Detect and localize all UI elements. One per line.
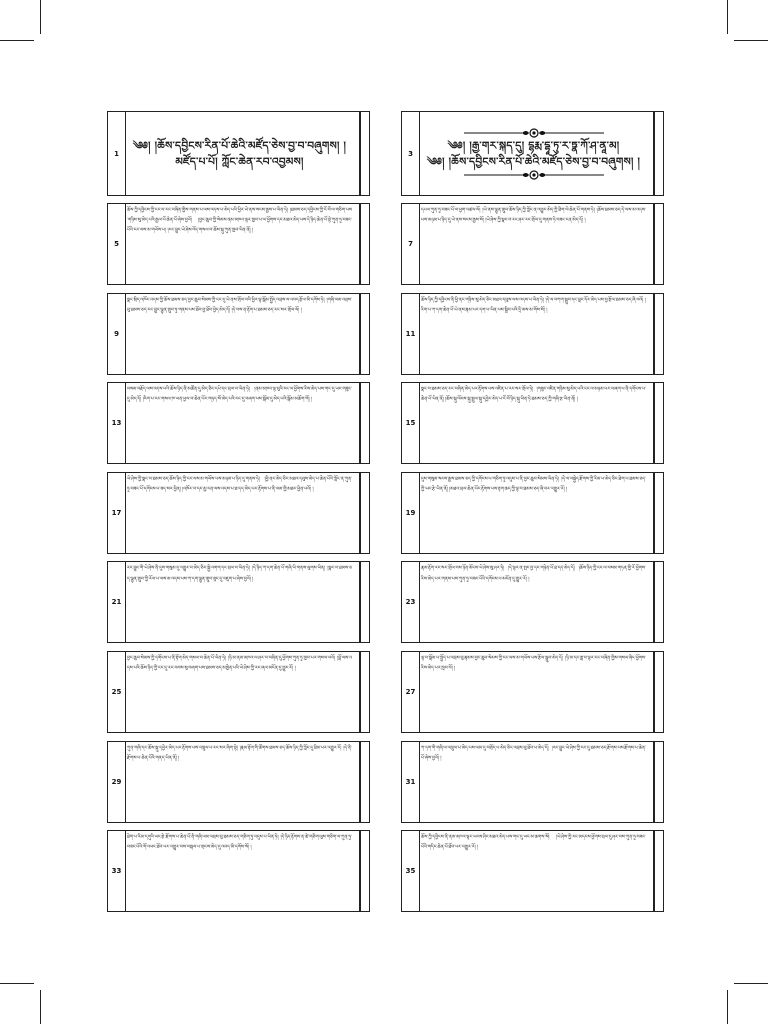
panel-number: 3 — [402, 112, 420, 195]
panel-text: སྣང་བ་ཐམས་ཅད་རང་བཞིན་མེད་པར་རྟོགས་པས་འཛིན་པ་རང་སར་གྲོལ་ཏེ། །གཟུང་འཛིན་གཉིས་སུ་མེད་པའི་ངང་ལ་མཉམ་པར་བཞག་པ་ནི་དགོངས་པ་ཆེན་པོ་ཡིན་ནོ། །ཆོས་སྐུ་ལོངས་སྐུ་སྤྲུལ་སྐུ་དབྱེར་མེད་པ་ངོ་བོ་ཉིད་སྐུ་ཡིན་ཏེ་ཐམས་ཅད་ཀྱི་གཞི་རྩ་ཡིན་ནོ། ། — [421, 387, 646, 403]
panel-text: བྱང་ཆུབ་སེམས་ཀྱི་དགོངས་པ་ནི་རྟོག་མེད་གསལ་བ་ཆེན་པོ་ཡིན་ཏེ། །ཉི་མ་ནམ་མཁའ་ལ་ཤར་བ་བཞིན་དུ་ཕྱོགས་ཀུན་ཏུ་ཁྱབ་པར་གསལ་བའོ། །བློ་ལས་འདས་པའི་ཆོས་ཉིད་ཀྱི་ངང་དུ་རང་བབས་སུ་བཞག་པས་ཐམས་ཅད་མཁྱེན་པའི་ཡེ་ཤེས་ཀྱི་རང་ཞལ་མངོན་དུ་གྱུར་རོ། ། — [127, 656, 352, 672]
text-panel — [107, 293, 370, 375]
text-panel — [401, 293, 664, 375]
panel-number: 7 — [402, 204, 420, 284]
ornament-top — [444, 128, 624, 138]
title-panel — [107, 111, 370, 196]
margin-strip — [654, 562, 663, 642]
panel-number: 1 — [108, 112, 126, 195]
text-panel — [401, 203, 664, 285]
margin-strip — [654, 204, 663, 284]
crop-mark — [734, 40, 768, 41]
title-panel — [401, 111, 664, 196]
panel-number: 29 — [108, 742, 126, 822]
crop-mark — [734, 983, 768, 984]
margin-strip — [654, 652, 663, 732]
panel-text: ཐེག་པ་རིམ་དགུའི་ཡང་རྩེ་རྫོགས་པ་ཆེན་པོ་ནི་གཞི་ལམ་འབྲས་བུ་ཐམས་ཅད་གཅིག་ཏུ་འདུས་པ་ཡིན་ཏེ། །དེ་ཉིད་རྟོགས་ན་ཚེ་གཅིག་ལུས་གཅིག་ལ་ཀུན་ཏུ་བཟང་པོའི་གོ་འཕང་ཐོབ་པར་འགྱུར་བས་བསྐལ་པ་གྲངས་མེད་དུ་འབད་མི་དགོས་སོ། ། — [127, 835, 352, 851]
text-panel — [401, 561, 664, 643]
margin-strip — [360, 831, 369, 911]
panel-number: 25 — [108, 652, 126, 732]
panel-text: ཀ་དག་གི་གཞི་ལ་འཁྲུལ་པ་མེད་པས་ལམ་དུ་བགྲོད་པ་མེད་ཅིང་འབྲས་བུ་ཐོབ་པ་མེད་དོ། །རང་བྱུང་ཡེ་ཤེས་ཀྱི་ངང་དུ་ཐམས་ཅད་རྫོགས་པས་རྫོགས་པ་ཆེན་པོ་ཞེས་བྱའོ། ། — [421, 745, 646, 761]
margin-strip — [360, 112, 369, 195]
crop-mark — [0, 40, 34, 41]
text-panel — [107, 651, 370, 733]
text-panel — [107, 741, 370, 823]
panel-number: 23 — [402, 562, 420, 642]
text-panel — [401, 741, 664, 823]
panel-number: 19 — [402, 473, 420, 553]
panel-text: ལྟ་བ་སྒོམ་པ་སྤྱོད་པ་འབྲས་བུ་རྣམས་བྱང་ཆུབ་སེམས་ཀྱི་ངང་ལས་མ་གཡོས་པས་རྩོལ་སྒྲུབ་མེད་དོ། །ཉི་མ་དང་ཟླ་བ་ལྟར་རང་བཞིན་གྱིས་གསལ་ཞིང་ཕྱོགས་རིས་མེད་པར་ཁྱབ་བོ། ། — [421, 656, 646, 672]
panel-number: 11 — [402, 294, 420, 374]
panel-number: 13 — [108, 383, 126, 463]
margin-strip — [654, 831, 663, 911]
margin-strip — [654, 294, 663, 374]
ornament-bottom — [444, 170, 624, 180]
margin-strip — [360, 294, 369, 374]
margin-strip — [654, 383, 663, 463]
panel-number: 21 — [108, 562, 126, 642]
panel-number: 5 — [108, 204, 126, 284]
panel-text: ཡེ་ཤེས་ཀྱི་སྣང་བ་ཐམས་ཅད་ཆོས་ཉིད་ཀྱི་ངང་ལས་མ་གཡོས་པས་མཉམ་པ་ཉིད་དུ་གནས་ཏེ། །ཕྱི་ནང་མེད་ཅིང་མཐའ་དབུས་མེད་པ་ཆེན་པོའི་ཀློང་ན་ཀུན་ཏུ་བཟང་པོ་དགོངས་པ་ཟད་སར་ཕྱིན། །འཁོར་བ་དང་མྱ་ངན་ལས་འདས་པ་ཐ་དད་མེད་པར་རྟོགས་པ་ནི་ལམ་གྱི་མཐར་ཕྱིན་པའོ། ། — [127, 476, 352, 492]
text-panel — [401, 382, 664, 464]
text-panel — [107, 561, 370, 643]
sanskrit-title-line: ༄༅། །རྒྱ་གར་སྐད་དུ། དྷརྨ་དྷཱ་ཏུ་ར་ཏྣ་ཀོ་ཤ་ནཱ་མ། — [447, 139, 620, 152]
tibetan-title-line: ༄༅། །ཆོས་དབྱིངས་རིན་པོ་ཆེའི་མཛོད་ཅེས་བྱ་བ་བཞུགས། ། — [426, 155, 641, 168]
title-block — [127, 114, 352, 193]
panel-number: 9 — [108, 294, 126, 374]
panel-text: ཆོས་ཀྱི་དབྱིངས་ཀྱི་ངང་ལ་རང་བཞིན་གྱིས་གནས་པ་ལས་འདས་པ་མེད་པའི་ཕྱིར་ཡེ་ནས་སངས་རྒྱས་པ་ཡིན་ཏེ། །ཐམས་ཅད་དབྱིངས་ཀྱི་ངོ་བོ་ལ་གཅིག་པས་གཉིས་སུ་མེད་པའི་རྒྱལ་པོ་ཆེན་པོ་ཞེས་བྱའོ། །བྱང་ཆུབ་ཀྱི་སེམས་ནམ་མཁའ་ལྟར་ཁྱབ་པ་ལ་ཕྱོགས་དང་མཐའ་མེད་པས་དེ་ཉིད་ཆེན་པོ་སྟེ་ཀུན་ཏུ་བཟང་པོའི་ངང་ལས་མ་གཡོས་པ། །རང་བྱུང་ཡེ་ཤེས་འོད་གསལ་བ་ཆོས་སྐུ་ཀུན་ཁྱབ་ཡིན་ནོ། ། — [127, 208, 352, 234]
margin-strip — [360, 652, 369, 732]
title-block — [421, 114, 646, 193]
crop-mark — [727, 990, 728, 1024]
title-line: ༄༅། །ཆོས་དབྱིངས་རིན་པོ་ཆེའི་མཛོད་ཅེས་བྱ་བ་བཞུགས། ། — [132, 139, 347, 152]
panel-text: རང་བྱུང་གི་ཡེ་ཤེས་ནི་དུས་གསུམ་དུ་འགྱུར་བ་མེད་ཅིང་སྐྱེ་འགག་དང་བྲལ་བ་ཡིན་ཏེ། །དེ་ཉིད་ཀ་དག་ཆེན་པོ་གཞི་ཡི་གནས་ལུགས་ཡིན། །སྣང་བ་ཐམས་ཅད་ལྷུན་གྲུབ་ཀྱི་རོལ་པ་ལས་མ་འདས་པས་ཀ་དག་ལྷུན་གྲུབ་ཟུང་དུ་འཇུག་པ་ཞེས་བྱའོ། ། — [127, 566, 352, 582]
margin-strip — [654, 473, 663, 553]
text-panel — [107, 830, 370, 912]
author-line: མཛོད་པ་པོ། ཀློང་ཆེན་རབ་འབྱམས། — [175, 155, 304, 168]
panel-text: དཔལ་ཀུན་ཏུ་བཟང་པོ་ལ་ཕྱག་འཚལ་ལོ། །ཡེ་ནས་ལྷུན་གྲུབ་ཆོས་ཉིད་ཀྱི་ཀློང་ན་འགྱུར་མེད་ཀྱི་ཐིག་ལེ་ཆེན་པོ་གནས་ཏེ། །ཆོས་ཐམས་ཅད་དེ་ལས་མ་འདས་པས་མཉམ་པ་ཉིད་དུ་ཡེ་ནས་སངས་རྒྱས་སོ། །ཡེ་ཤེས་ཀྱི་སྣང་བ་རང་ཤར་རང་གྲོལ་དུ་གནས་ཏེ་བཟང་ངན་མེད་དོ། ། — [421, 208, 646, 224]
margin-strip — [654, 112, 663, 195]
panel-text: བསམ་བརྗོད་ལས་འདས་པའི་ཆོས་ཉིད་ནི་མཚོན་དུ་མེད་ཅིང་དཔེ་དང་བྲལ་བ་ཡིན་ཏེ། །ནམ་མཁའ་ལྟ་བུའི་ངང་ལ་ཕྱོགས་རིས་མེད་པས་གང་དུ་ཡང་གཟུང་དུ་མེད་དོ། །རིག་པ་རང་གསལ་ཁ་ཡན་ཕྱལ་བ་ཆེན་པོར་གཏད་སོ་མེད་པའི་ངང་དུ་བཞག་པས་སྒོམ་དུ་མེད་པའི་སྒོམ་མཆོག་གོ། ། — [127, 387, 352, 403]
panel-number: 31 — [402, 742, 420, 822]
margin-strip — [360, 473, 369, 553]
panel-text: ཆོས་ཉིད་ཀྱི་དབྱིངས་ནི་ཕྱི་ནང་གཉིས་སུ་མེད་ཅིང་མཐའ་དབུས་ལས་འདས་པ་ཡིན་ཏེ། །དེ་ལ་བཀག་སྒྲུབ་དང་བླང་དོར་མེད་པས་བྱ་རྩོལ་ཐམས་ཅད་ཞི་བའོ། །རིག་པ་ཀ་དག་ཆེན་པོ་ཡེ་ནས་རྣམ་པར་དག་པ་ཡིན་པས་སྒྲིབ་པའི་དྲི་མས་མ་གོས་སོ། ། — [421, 297, 646, 313]
margin-strip — [654, 742, 663, 822]
panel-number: 15 — [402, 383, 420, 463]
panel-text: སྣང་སྲིད་འཁོར་འདས་ཀྱི་ཆོས་ཐམས་ཅད་བྱང་ཆུབ་སེམས་ཀྱི་ངང་དུ་ཡེ་ནས་གྲོལ་བའི་ཕྱིར་ལྟ་སྒོམ་སྤྱོད་འབྲས་ལ་འབད་རྩོལ་མི་དགོས་ཏེ། །གཞི་ལམ་འབྲས་བུ་ཐམས་ཅད་རང་བྱུང་ལྷུན་གྲུབ་ཏུ་གནས་པས་ཐོབ་བྱ་ཐོབ་བྱེད་མེད་དོ། །དེ་བས་ན་རྟོག་པ་ཐམས་ཅད་རང་སར་གྲོལ་ལོ། ། — [127, 297, 352, 313]
crop-mark — [0, 983, 34, 984]
panel-text: དུས་གསུམ་སངས་རྒྱས་ཐམས་ཅད་ཀྱི་དགོངས་པ་གཅིག་ཏུ་འདུས་པ་ནི་བྱང་ཆུབ་སེམས་ཡིན་ཏེ། །དེ་ལ་བསྐྱེད་རྫོགས་ཀྱི་རིམ་པ་མེད་ཅིང་ཐེག་པ་ཐམས་ཅད་ཀྱི་ཡང་རྩེ་ཡིན་ནོ། །མཐའ་བྲལ་ཆེན་པོར་རྟོགས་པས་རྟག་ཆད་ཀྱི་ལྟ་བ་ཐམས་ཅད་ཞི་བར་འགྱུར་རོ། ། — [421, 476, 646, 492]
crop-mark — [727, 0, 728, 34]
text-panel — [107, 203, 370, 285]
margin-strip — [360, 562, 369, 642]
panel-number: 27 — [402, 652, 420, 732]
text-panel — [107, 472, 370, 554]
crop-mark — [40, 0, 41, 34]
text-panel — [401, 651, 664, 733]
text-panel — [401, 472, 664, 554]
panel-number: 17 — [108, 473, 126, 553]
margin-strip — [360, 204, 369, 284]
margin-strip — [360, 383, 369, 463]
panel-text: ཀུན་གཞི་དང་ཆོས་སྐུ་དབྱེར་མེད་པར་རྟོགས་པས་འཁྲུལ་པ་རང་སར་ཞིག་སྟེ། །རྣམ་རྟོག་གི་ཚོགས་ཐམས་ཅད་ཆོས་ཉིད་ཀྱི་ཀློང་དུ་ཐིམ་པར་འགྱུར་རོ། །དེ་ནི་རྫོགས་པ་ཆེན་པོའི་གནད་ཡིན་ནོ། ། — [127, 745, 352, 761]
panel-number: 35 — [402, 831, 420, 911]
panel-text: ཆོས་ཀྱི་དབྱིངས་ནི་ནམ་མཁའ་ལྟར་ཡངས་ཤིང་མཐའ་མེད་པས་གང་དུ་ཡང་མ་ཆགས་སོ། །ཡེ་ཤེས་ཀྱི་རང་མདངས་ཕྱོགས་བྲལ་དུ་ཤར་བས་ཀུན་ཏུ་བཟང་པོའི་གདིང་ཆེན་པོ་ཐོབ་པར་འགྱུར་རོ། ། — [421, 835, 646, 851]
text-panel — [401, 830, 664, 912]
crop-mark — [40, 990, 41, 1024]
margin-strip — [360, 742, 369, 822]
text-panel — [107, 382, 370, 464]
panel-number: 33 — [108, 831, 126, 911]
panel-text: རྣམ་རྟོག་རང་སར་གྲོལ་བས་ཉོན་མོངས་ཡེ་ཤེས་སུ་ཤར་ཏེ། །དེ་ལྟར་ན་སྤང་བྱ་དང་གཉེན་པོ་ཐ་དད་མེད་དོ། །ཆོས་ཉིད་ཀྱི་ངང་ལ་བསམ་གཏན་གྱི་རོ་ཕྱོགས་རིས་མེད་པར་གནས་པས་ཀུན་ཏུ་བཟང་པོའི་དགོངས་པ་མངོན་དུ་གྱུར་རོ། ། — [421, 566, 646, 582]
